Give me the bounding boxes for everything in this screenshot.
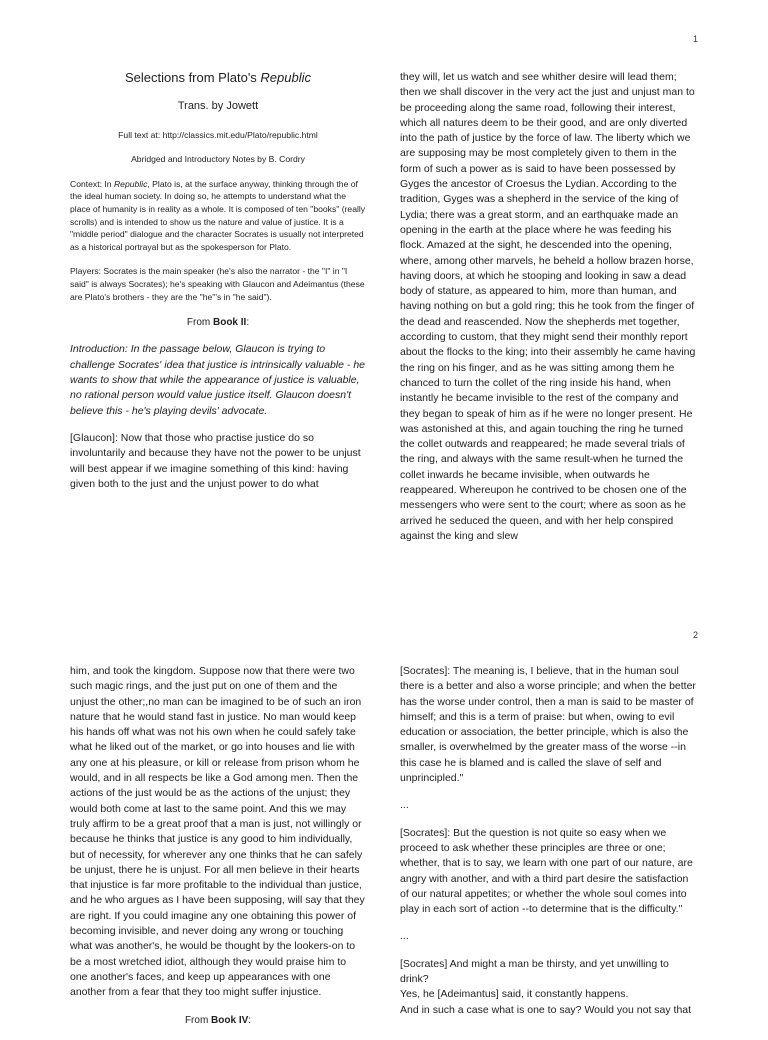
page-2: [0, 620, 768, 1024]
soul-principles-paragraph: [Socrates]: The meaning is, I believe, that in the human soul there is a better and also a worse principle; and when the better has the worse under control, then a man is said to be master of himself; and this is a term of praise: but when, owing to evil education or association, the better principle, which is also the smaller, is overwhelmed by the greater mass of the worse --in this case he is blamed and is called the slave of self and unprincipled.": [400, 665, 696, 785]
notes-credit: Abridged and Introductory Notes by B. Cordry: [131, 154, 305, 165]
dialogue-line: [Socrates] And might a man be thirsty, and yet unwilling to drink?: [400, 957, 669, 986]
page-2-left-column: [70, 664, 366, 1040]
dialogue-line: Yes, he [Adeimantus] said, it constantly happens.: [400, 988, 629, 1001]
context-prefix: Context: In: [70, 178, 114, 189]
dialogue-block: [400, 957, 696, 1018]
context-paragraph: [70, 178, 366, 254]
rings-paragraph: him, and took the kingdom. Suppose now that there were two such magic rings, and the just put on one of them and the unjust the other;,no man can be imagined to be of such an iron nature that he would stand fast in justice. No man would keep his hands off what was not his own when he could safely take what he liked out of the market, or go into houses and lie with any one at his pleasure, or kill or release from prison whom he would, and in all respects be like a God among men. Then the actions of the just would be as the actions of the unjust; they would both come at last to the same point. And this we may truly affirm to be a great proof that a man is just, not willingly or because he thinks that justice is any good to him individually, but of necessity, for wherever any one thinks that he can safely be unjust, there he is unjust. For all men believe in their hearts that injustice is far more profitable to the individual than justice, and he who argues as I have been supposing, will say that they are right. If you could imagine any one obtaining this power of becoming invisible, and never doing any wrong or touching what was another's, he would be thought by the lookers-on to be a most wretched idiot, although they would praise him to one another's faces, and keep up appearances with one another from a fear that they too might suffer injustice.: [70, 665, 365, 999]
context-text: , Plato is, at the surface anyway, thinking through the of the ideal human society. In doing so, he attempts to understand what the place of humanity is in reality as a whole. It is composed of ten "books" (really scrolls) and is intended to show us the nature and value of justice. It is a "middle period" dialogue and the character Socrates is usually not interpreted as a historical portrayal but as the spokesperson for Plato.: [70, 178, 366, 252]
from-label: From: [186, 317, 213, 329]
page-1-right-column: [400, 70, 696, 556]
title-italic: Republic: [260, 70, 312, 85]
section-heading-book-iv: [70, 1013, 366, 1028]
book-label: Book II: [212, 317, 247, 329]
introduction-paragraph: Introduction: In the passage below, Glaucon is trying to challenge Socrates' idea that justice is intrinsically valuable - he wants to show that while the appearance of justice is valuable, no rational person would value justice itself. Glaucon doesn't believe this - he's playing devils' advocate.: [70, 343, 365, 417]
ellipsis: ...: [400, 930, 409, 943]
page-1-left-column: [70, 70, 366, 504]
dialogue-line: And in such a case what is one to say? Would you not say that: [400, 1003, 692, 1016]
book-suffix: :: [248, 1014, 252, 1026]
players-paragraph: Players: Socrates is the main speaker (he's also the narrator - the "I" in "I said" is always Socrates); he's speaking with Glaucon and Adeimantus (these are Plato's brothers - they are the "he"'s in "he said").: [70, 266, 365, 302]
document-title: [70, 70, 366, 85]
full-text-link: Full text at: http://classics.mit.edu/Plato/republic.html: [118, 129, 318, 140]
section-heading-book-ii: [70, 315, 366, 330]
page-2-right-column: [400, 664, 696, 1018]
page-number: 1: [692, 34, 698, 44]
ellipsis: ...: [400, 799, 409, 812]
title-text: Selections from Plato's: [124, 70, 261, 85]
gyges-paragraph: they will, let us watch and see whither desire will lead them; then we shall discover in the very act the just and unjust man to be proceeding along the same road, following their interest, which all natures deem to be their good, and are only diverted into the path of justice by the force of law. The liberty which we are supposing may be most completely given to them in the form of such a power as is said to have been possessed by Gyges the ancestor of Croesus the Lydian. According to the tradition, Gyges was a shepherd in the service of the king of Lydia; there was a great storm, and an earthquake made an opening in the earth at the place where he was feeding his flock. Amazed at the sight, he descended into the opening, where, among other marvels, he beheld a hollow brazen horse, having doors, at which he stooping and looking in saw a dead body of stature, as appeared to him, more than human, and having nothing on but a gold ring; this he took from the finger of the dead and reascended. Now the shepherds met together, according to custom, that they might send their monthly report about the flocks to the king; into their assembly he came having the ring on his finger, and as he was sitting among them he chanced to turn the collet of the ring inside his hand, when instantly he became invisible to the rest of the company and they began to speak of him as if he were no longer present. He was astonished at this, and again touching the ring he turned the collet outwards and reappeared; he made several trials of the ring, and always with the same result-when he turned the collet inwards he became invisible, when outwards he reappeared. Whereupon he contrived to be chosen one of the messengers who were sent to the court; where as soon as he arrived he seduced the queen, and with her help conspired against the king and slew: [400, 71, 696, 542]
from-label: From: [184, 1014, 212, 1026]
glaucon-paragraph: [Glaucon]: Now that those who practise justice do so involuntarily and because they have not the power to be unjust will best appear if we imagine something of this kind: having given both to the just and the unjust power to do what: [70, 431, 361, 490]
context-italic: Republic: [113, 178, 148, 189]
book-suffix: :: [246, 317, 250, 329]
translator-line: Trans. by Jowett: [177, 100, 259, 113]
book-label: Book IV: [211, 1014, 249, 1026]
three-principles-paragraph: [Socrates]: But the question is not quite so easy when we proceed to ask whether these principles are three or one; whether, that is to say, we learn with one part of our nature, are angry with another, and with a third part desire the satisfaction of our natural appetites; or whether the whole soul comes into play in each sort of action --to determine that is the difficulty.": [400, 826, 693, 916]
page-number: 2: [692, 630, 698, 640]
